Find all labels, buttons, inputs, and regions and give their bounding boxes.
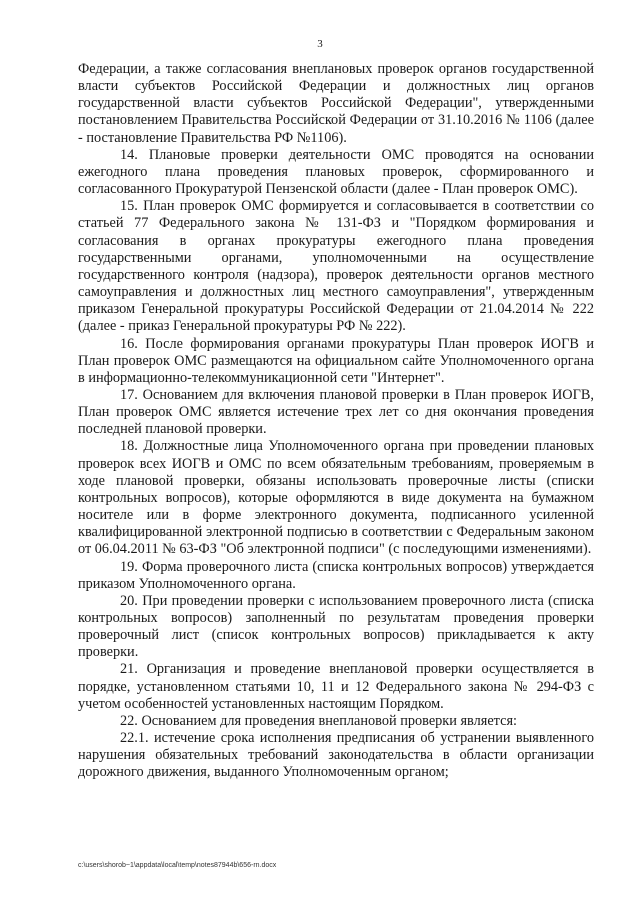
paragraph-15: 15. План проверок ОМС формируется и согласовывается в соответствии со статьей 77 Федерального закона № 131-ФЗ и "Порядком формирования и согласования в органах прокуратуры ежегодного плана проведения государственными органами, уполномоченными на осуществление государственного контроля (надзора), проверок деятельности органов местного самоуправления и должностных лиц местного самоуправления", утвержденным приказом Генеральной прокуратуры Российской Федерации от 21.04.2014 № 222 (далее - приказ Генеральной прокуратуры РФ № 222). — [78, 198, 594, 335]
paragraph-continuation: Федерации, а также согласования внеплановых проверок органов государственной власти субъектов Российской Федерации и должностных лиц органов государственной власти субъектов Российской Федерации", утвержденными постановлением Правительства Российской Федерации от 31.10.2016 № 1106 (далее - постановление Правительства РФ №1106). — [78, 61, 594, 146]
document-body — [78, 61, 594, 782]
paragraph-22-1: 22.1. истечение срока исполнения предписания об устранении выявленного нарушения обязательных требований законодательства в области организации дорожного движения, выданного Уполномоченным органом; — [78, 730, 594, 781]
footer-file-path: c:\users\shorob~1\appdata\local\temp\notes87944b\656-rn.docx — [78, 862, 277, 869]
paragraph-16: 16. После формирования органами прокуратуры План проверок ИОГВ и План проверок ОМС размещаются на официальном сайте Уполномоченного органа в информационно-телекоммуникационной сети "Интернет". — [78, 335, 594, 386]
paragraph-22: 22. Основанием для проведения внеплановой проверки является: — [120, 712, 517, 729]
page-number: 3 — [317, 38, 323, 50]
paragraph-17: 17. Основанием для включения плановой проверки в План проверок ИОГВ, План проверок ОМС является истечение трех лет со дня окончания проведения последней плановой проверки. — [78, 386, 594, 438]
paragraph-18: 18. Должностные лица Уполномоченного органа при проведении плановых проверок всех ИОГВ и ОМС по всем обязательным требованиям, проверяемым в ходе плановой проверки, обязаны использовать проверочные листы (списки контрольных вопросов), которые оформляются в виде документа на бумажном носителе или в форме электронного документа, подписанного усиленной квалифицированной электронной подписью в соответствии с Федеральным законом от 06.04.2011 № 63-ФЗ "Об электронной подписи" (с последующими изменениями). — [78, 438, 594, 558]
paragraph-21: 21. Организация и проведение внеплановой проверки осуществляется в порядке, установленном статьями 10, 11 и 12 Федерального закона № 294-ФЗ с учетом особенностей установленных настоящим Порядком. — [78, 661, 594, 712]
paragraph-14: 14. Плановые проверки деятельности ОМС проводятся на основании ежегодного плана проведения плановых проверок, сформированного и согласованного Прокуратурой Пензенской области (далее - План проверок ОМС). — [78, 146, 594, 198]
paragraph-19: 19. Форма проверочного листа (списка контрольных вопросов) утверждается приказом Уполномоченного органа. — [78, 558, 594, 592]
paragraph-20: 20. При проведении проверки с использованием проверочного листа (списка контрольных вопросов) заполненный по результатам проведения проверки проверочный лист (список контрольных вопросов) прикладывается к акту проверки. — [78, 592, 594, 661]
